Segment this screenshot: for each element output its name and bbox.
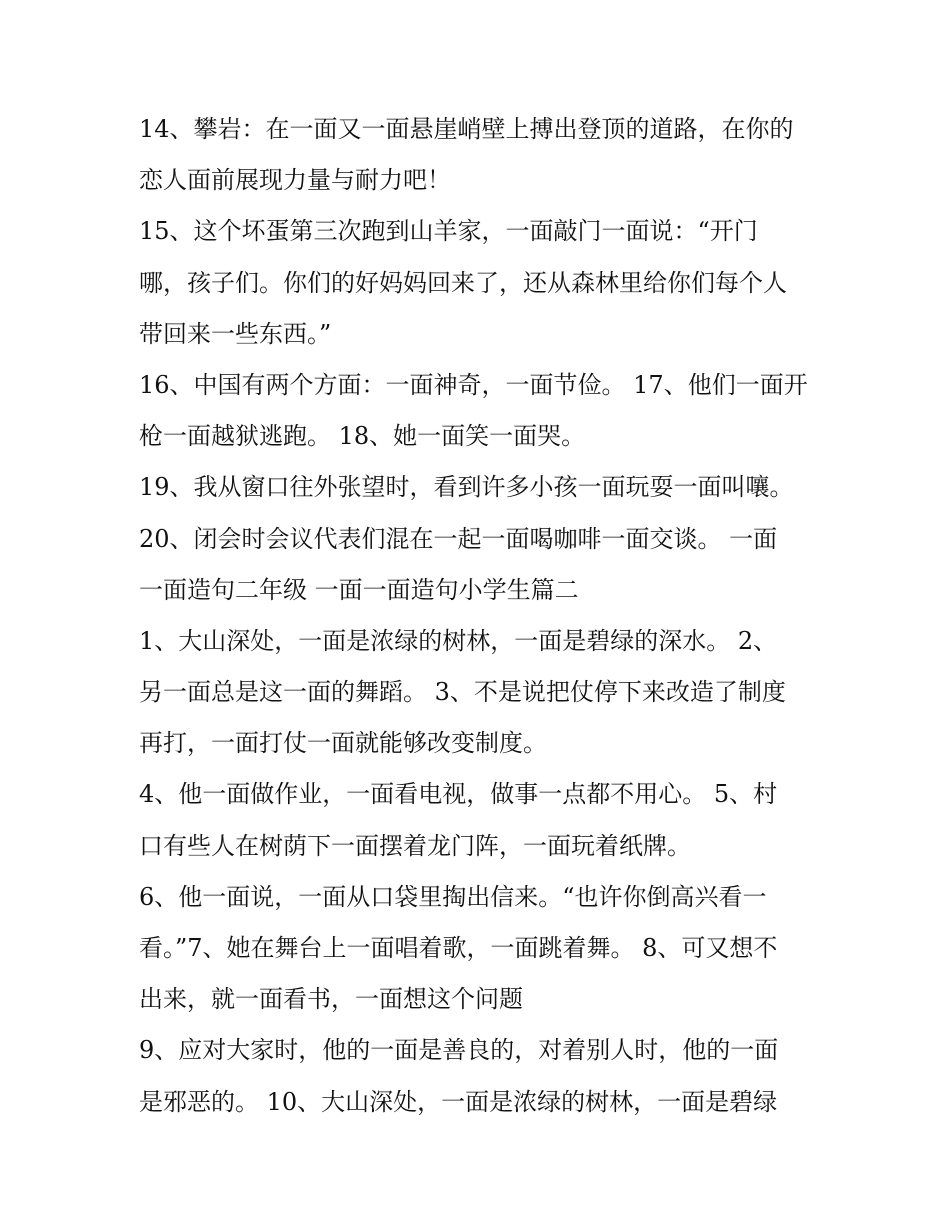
text-line: 再打，一面打仗一面就能够改变制度。 xyxy=(139,729,547,758)
text-line: 16、中国有两个方面：一面神奇，一面节俭。 17、他们一面开 xyxy=(139,370,808,399)
text-line: 9、应对大家时，他的一面是善良的，对着别人时，他的一面 xyxy=(139,1036,779,1065)
text-line: 1、大山深处，一面是浓绿的树林，一面是碧绿的深水。 2、 xyxy=(139,626,778,655)
text-line: 口有些人在树荫下一面摆着龙门阵，一面玩着纸牌。 xyxy=(139,831,691,860)
text-line: 20、闭会时会议代表们混在一起一面喝咖啡一面交谈。 一面 xyxy=(139,524,778,553)
text-line: 带回来一些东西。” xyxy=(139,319,332,348)
text-line: 4、他一面做作业，一面看电视，做事一点都不用心。 5、村 xyxy=(139,780,778,809)
text-line: 看。”7、她在舞台上一面唱着歌，一面跳着舞。 8、可又想不 xyxy=(139,934,778,962)
text-line: 14、攀岩：在一面又一面悬崖峭壁上搏出登顶的道路，在你的 xyxy=(139,115,794,143)
text-line: 哪，孩子们。你们的好妈妈回来了，还从森林里给你们每个人 xyxy=(139,268,787,297)
text-line: 19、我从窗口往外张望时，看到许多小孩一面玩耍一面叫嚷。 xyxy=(139,473,794,502)
text-line: 另一面总是这一面的舞蹈。 3、不是说把仗停下来改造了制度 xyxy=(139,678,786,707)
text-line: 恋人面前展现力量与耐力吧！ xyxy=(139,166,451,195)
text-line: 15、这个坏蛋第三次跑到山羊家，一面敲门一面说：“开门 xyxy=(139,217,758,246)
text-line: 6、他一面说，一面从口袋里掏出信来。“也许你倒高兴看一 xyxy=(139,882,767,911)
text-body xyxy=(139,104,819,1128)
text-line: 出来，就一面看书，一面想这个问题 xyxy=(139,985,523,1014)
text-line: 枪一面越狱逃跑。 18、她一面笑一面哭。 xyxy=(139,422,586,451)
text-line: 一面造句二年级 一面一面造句小学生篇二 xyxy=(139,575,579,604)
text-line: 是邪恶的。 10、大山深处，一面是浓绿的树林，一面是碧绿 xyxy=(139,1087,778,1116)
